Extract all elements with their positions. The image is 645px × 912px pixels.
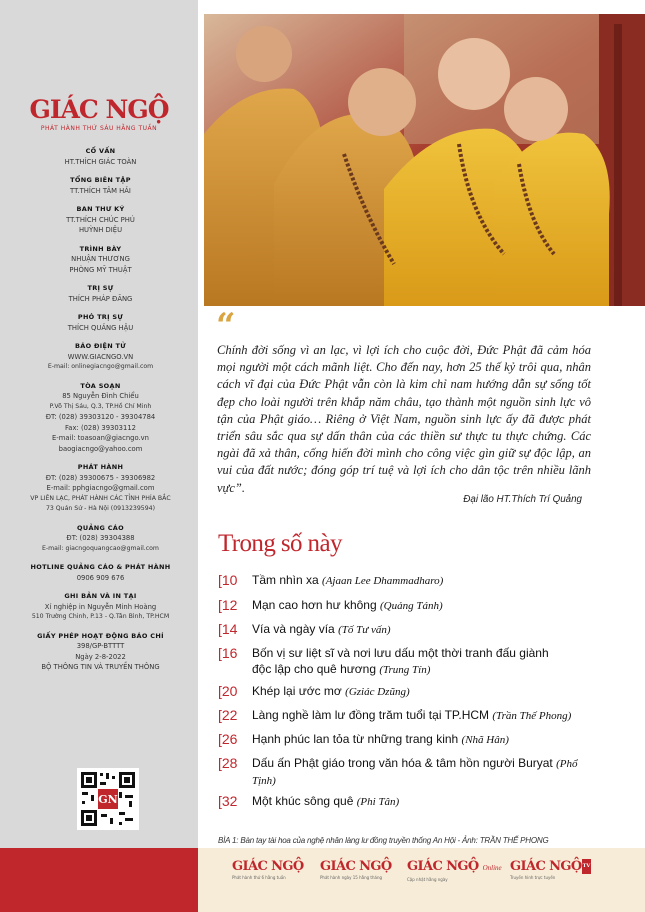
- logo-tagline: PHÁT HÀNH THỨ SÁU HẰNG TUẦN: [40, 125, 158, 132]
- toc-page-number: [20: [218, 683, 238, 699]
- toc-page-number: [22: [218, 707, 238, 723]
- staff-heading: TRÌNH BÀY: [79, 244, 122, 253]
- brand-name: GIÁC NGỘ: [510, 859, 582, 874]
- featured-quote: Chính đời sống vì an lạc, vì lợi ích cho cuộc đời, Đức Phật đã cảm hóa mọi người một cách mãnh liệt. Cho đến nay, hơn 25 thế kỷ trôi qua, nhân cách vĩ đại của Đức Phật vẫn còn là kim chỉ nam hướng dẫn sự sống tốt đẹp cho loài người trên khắp năm châu, tạo thành một nguồn sinh lực vô tận của Phật giáo… Riêng ở Việt Nam, nguồn sinh lực ấy đã được phát triển sâu sắc qua sự dấn thân của các thiền sư thực tu thực chứng. Các ngài đã xả thân, cống hiến đời mình cho công việc gìn giữ sự độc lập, an vui của đất nước; đóng góp trí tuệ và lợi ích cho dân tộc trên nhiều lãnh vực”.: [217, 343, 591, 495]
- staff-line: 510 Trường Chinh, P.13 - Q.Tân Bình, TP.HCM: [31, 613, 170, 620]
- brand-tagline: Phát hành thứ 6 hằng tuần: [232, 875, 286, 880]
- toc-page-number: [16: [218, 645, 238, 661]
- staff-line: Xí nghiệp in Nguyễn Minh Hoàng: [44, 602, 157, 611]
- staff-line: 73 Quán Sứ - Hà Nội (0913239594): [45, 505, 156, 512]
- staff-line: E-mail: toasoan@giacngo.vn: [52, 434, 149, 442]
- staff-heading: GIẤY PHÉP HOẠT ĐỘNG BÁO CHÍ: [37, 631, 164, 640]
- staff-line: E-mail: onlinegiacngo@gmail.com: [47, 363, 154, 370]
- toc-article-author: (Ajaan Lee Dhammadharo): [322, 575, 444, 587]
- staff-heading: TÒA SOẠN: [80, 381, 121, 390]
- staff-line: E-mail: giacngoquangcao@gmail.com: [42, 544, 159, 552]
- toc-article-title: Dấu ấn Phật giáo trong văn hóa & tâm hồn người Buryat: [252, 756, 553, 770]
- toc-page-number: [26: [218, 731, 238, 747]
- toc-article-title: Bốn vị sư liệt sĩ và nơi lưu dấu một thời tranh đấu giành độc lập cho quê hương: [252, 646, 549, 676]
- toc-article-title: Khép lại ước mơ: [252, 684, 342, 698]
- staff-line: ĐT: (028) 39300675 - 39306982: [45, 473, 156, 482]
- staff-line: Fax: (028) 39303112: [65, 423, 136, 432]
- toc-article-author: (Trần Thế Phong): [492, 710, 572, 722]
- brand-name: GIÁC NGỘ: [407, 859, 479, 874]
- toc-page-number: [32: [218, 793, 238, 809]
- staff-heading: TỔNG BIÊN TẬP: [70, 176, 131, 184]
- staff-line: HT.THÍCH GIÁC TOÀN: [64, 157, 137, 166]
- staff-line: THÍCH PHÁP ĐĂNG: [68, 294, 133, 303]
- toc-article-title: Hạnh phúc lan tỏa từ những trang kinh: [252, 732, 459, 746]
- quote-author: Đại lão HT.Thích Trí Quảng: [463, 494, 582, 505]
- brand-tv-badge: TV: [582, 859, 592, 874]
- staff-heading: QUẢNG CÁO: [77, 523, 124, 532]
- staff-line: 0906 909 676: [76, 573, 125, 582]
- footer-brand-monthly[interactable]: [320, 859, 392, 880]
- staff-line: ĐT: (028) 39303120 - 39304784: [45, 413, 156, 421]
- staff-line: baogiacngo@yahoo.com: [58, 444, 143, 453]
- staff-line: WWW.GIACNGO.VN: [67, 352, 134, 361]
- masthead-logo: [0, 96, 198, 132]
- toc-title: Trong số này: [218, 530, 342, 557]
- staff-line: THÍCH QUẢNG HẬU: [67, 323, 134, 332]
- qr-label: GN: [98, 793, 118, 806]
- toc-article-title: Vía và ngày vía: [252, 622, 335, 636]
- staff-heading: PHÓ TRỊ SỰ: [77, 313, 124, 321]
- toc-article-author: (Phổ Tịnh): [252, 758, 578, 787]
- quote-mark-icon: “: [216, 306, 236, 346]
- brand-suffix: Online: [482, 864, 502, 872]
- toc-article-title: Tầm nhìn xa: [252, 573, 319, 587]
- staff-heading: HOTLINE QUẢNG CÁO & PHÁT HÀNH: [30, 563, 171, 571]
- staff-line: NHUẬN THƯƠNG: [71, 255, 130, 263]
- qr-code-icon: [79, 770, 137, 828]
- logo-title: GIÁC NGỘ: [29, 95, 169, 124]
- staff-line: P.Võ Thị Sáu, Q.3, TP.Hồ Chí Minh: [49, 402, 152, 410]
- hero-photo: [204, 14, 645, 306]
- staff-heading: BÁO ĐIỆN TỬ: [75, 342, 126, 350]
- brand-name: GIÁC NGỘ: [232, 859, 304, 874]
- toc-article-author: (Gziác Dzũng): [345, 686, 410, 698]
- staff-heading: BAN THƯ KÝ: [76, 205, 125, 213]
- staff-line: TT.THÍCH CHÚC PHÚ: [66, 215, 135, 224]
- staff-line: 398/GP-BTTTT: [76, 642, 125, 650]
- staff-line: TT.THÍCH TÂM HẢI: [70, 186, 131, 195]
- staff-line: E-mail: pphgiacngo@gmail.com: [46, 484, 155, 492]
- toc-page-number: [14: [218, 621, 238, 637]
- footer-brand-online[interactable]: [407, 859, 502, 882]
- staff-heading: TRỊ SỰ: [87, 284, 114, 292]
- staff-line: 85 Nguyễn Đình Chiểu: [62, 392, 139, 400]
- brand-tagline: Cập nhật hằng ngày: [407, 877, 448, 882]
- staff-credits: [28, 146, 173, 673]
- staff-line: Ngày 2-8-2022: [75, 652, 126, 661]
- qr-code[interactable]: [77, 768, 139, 830]
- cover-caption: BÌA 1: Bàn tay tài hoa của nghệ nhân làng lư đồng truyền thống An Hội - Ảnh: TRẦN THẾ PHONG: [218, 836, 549, 845]
- staff-heading: PHÁT HÀNH: [77, 463, 124, 471]
- toc-page-number: [12: [218, 597, 238, 613]
- staff-line: BỘ THÔNG TIN VÀ TRUYỀN THÔNG: [41, 663, 160, 671]
- staff-line: HUỲNH DIỆU: [78, 226, 123, 234]
- footer-red-band: [0, 848, 198, 912]
- staff-heading: CỐ VẤN: [85, 147, 116, 155]
- toc-article-author: (Phi Tân): [356, 796, 400, 808]
- footer-brand-weekly[interactable]: [232, 859, 304, 880]
- footer-brand-tv[interactable]: [510, 859, 591, 880]
- staff-line: ĐT: (028) 39304388: [66, 534, 135, 542]
- brand-tagline: Truyền hình trực tuyến: [510, 875, 556, 880]
- toc-article-author: (Tố Tư vấn): [338, 624, 391, 636]
- toc-article-author: (Quảng Tánh): [380, 600, 443, 612]
- toc-article-title: Làng nghề làm lư đồng trăm tuổi tại TP.HCM: [252, 708, 490, 722]
- monks-photo-illustration: [204, 14, 645, 306]
- staff-heading: GHI BẢN VÀ IN TẠI: [64, 592, 137, 600]
- toc-page-number: [10: [218, 572, 238, 588]
- toc-article-author: (Nhã Hân): [461, 734, 509, 746]
- toc-article-title: Mạn cao hơn hư không: [252, 598, 377, 612]
- staff-line: VP LIÊN LẠC, PHÁT HÀNH CÁC TỈNH PHÍA BẮC: [30, 494, 171, 502]
- brand-tagline: Phát hành ngày 15 hằng tháng: [320, 875, 383, 880]
- brand-name: GIÁC NGỘ: [320, 859, 392, 874]
- toc-page-number: [28: [218, 755, 238, 771]
- toc-article-title: Một khúc sông quê: [252, 794, 354, 808]
- toc-article-author: (Trung Tín): [379, 664, 431, 676]
- staff-line: PHÒNG MỸ THUẬT: [69, 265, 132, 274]
